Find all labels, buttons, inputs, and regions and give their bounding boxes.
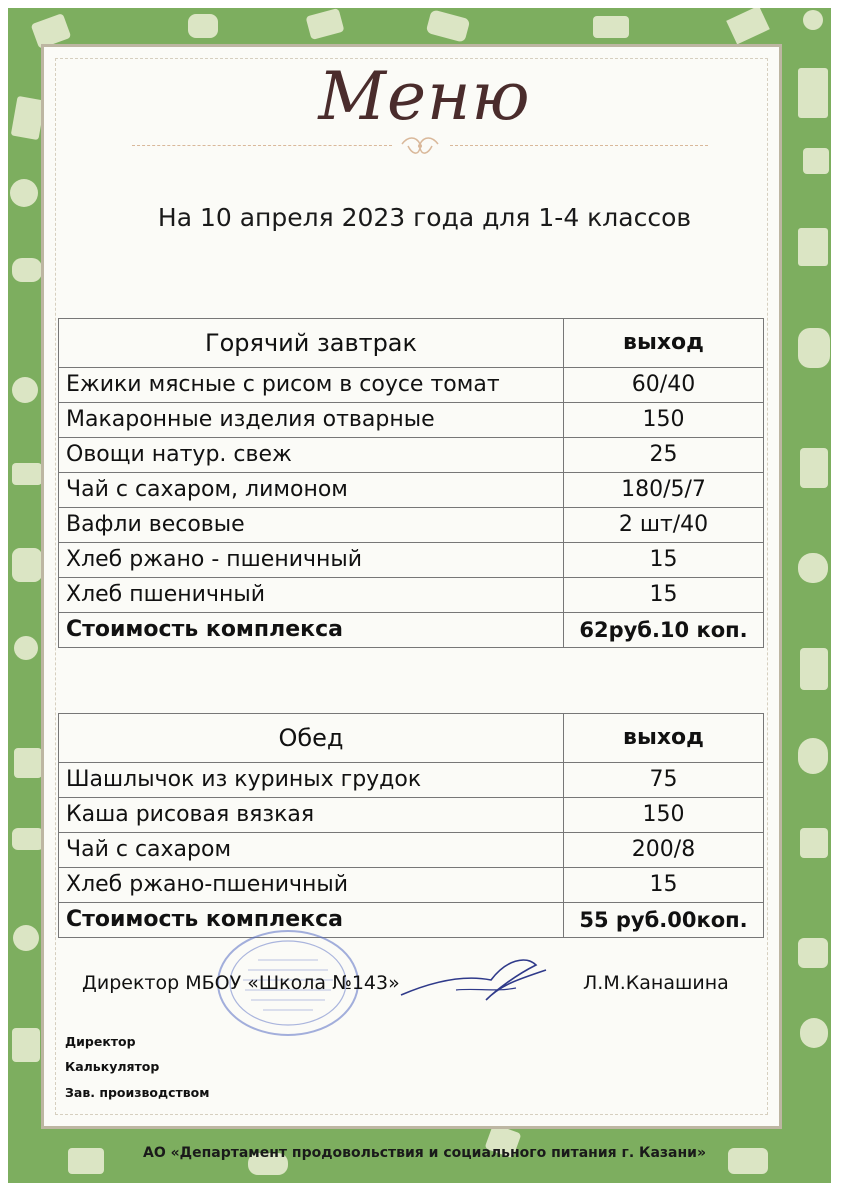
dish-name: Чай с сахаром [59,833,564,868]
total-row [59,903,764,938]
breakfast-heading: Горячий завтрак [59,319,564,368]
title-rule-right [450,145,708,146]
dish-name: Хлеб ржано-пшеничный [59,868,564,903]
dish-name: Каша рисовая вязкая [59,798,564,833]
menu-subtitle: На 10 апреля 2023 года для 1-4 классов [157,203,692,232]
lunch-table [58,713,764,938]
dish-name: Хлеб ржано - пшеничный [59,543,564,578]
qty-heading: выход [564,714,764,763]
table-header-row [59,714,764,763]
breakfast-table [58,318,764,648]
flourish-ornament-icon [398,134,442,160]
dish-name: Вафли весовые [59,508,564,543]
table-row [59,868,764,903]
total-label: Стоимость комплекса [59,903,564,938]
table-row [59,438,764,473]
dish-name: Хлеб пшеничный [59,578,564,613]
table-header-row [59,319,764,368]
page-title: Меню [318,58,531,135]
total-price: 55 руб.00коп. [564,903,764,938]
dish-name: Чай с сахаром, лимоном [59,473,564,508]
table-row [59,368,764,403]
role-production-head: Зав. производством [65,1085,210,1100]
dish-portion: 180/5/7 [564,473,764,508]
dish-portion: 75 [564,763,764,798]
dish-portion: 60/40 [564,368,764,403]
role-calculator: Калькулятор [65,1059,160,1074]
table-row [59,403,764,438]
total-label: Стоимость комплекса [59,613,564,648]
table-row [59,833,764,868]
role-director: Директор [65,1034,136,1049]
dish-portion: 200/8 [564,833,764,868]
table-row [59,543,764,578]
dish-portion: 150 [564,798,764,833]
dish-portion: 15 [564,543,764,578]
table-row [59,763,764,798]
dish-name: Ежики мясные с рисом в соусе томат [59,368,564,403]
dish-portion: 15 [564,578,764,613]
director-name: Л.М.Канашина [583,972,729,994]
director-label: Директор МБОУ «Школа №143» [82,972,400,994]
total-price: 62руб.10 коп. [564,613,764,648]
footer-organization: АО «Департамент продовольствия и социального питания г. Казани» [142,1145,707,1161]
table-row [59,473,764,508]
table-row [59,798,764,833]
dish-name: Овощи натур. свеж [59,438,564,473]
lunch-heading: Обед [59,714,564,763]
title-rule-left [132,145,392,146]
dish-name: Макаронные изделия отварные [59,403,564,438]
total-row [59,613,764,648]
dish-portion: 15 [564,868,764,903]
dish-portion: 25 [564,438,764,473]
qty-heading: выход [564,319,764,368]
table-row [59,508,764,543]
dish-name: Шашлычок из куриных грудок [59,763,564,798]
table-row [59,578,764,613]
dish-portion: 150 [564,403,764,438]
director-signature [396,950,556,1010]
dish-portion: 2 шт/40 [564,508,764,543]
